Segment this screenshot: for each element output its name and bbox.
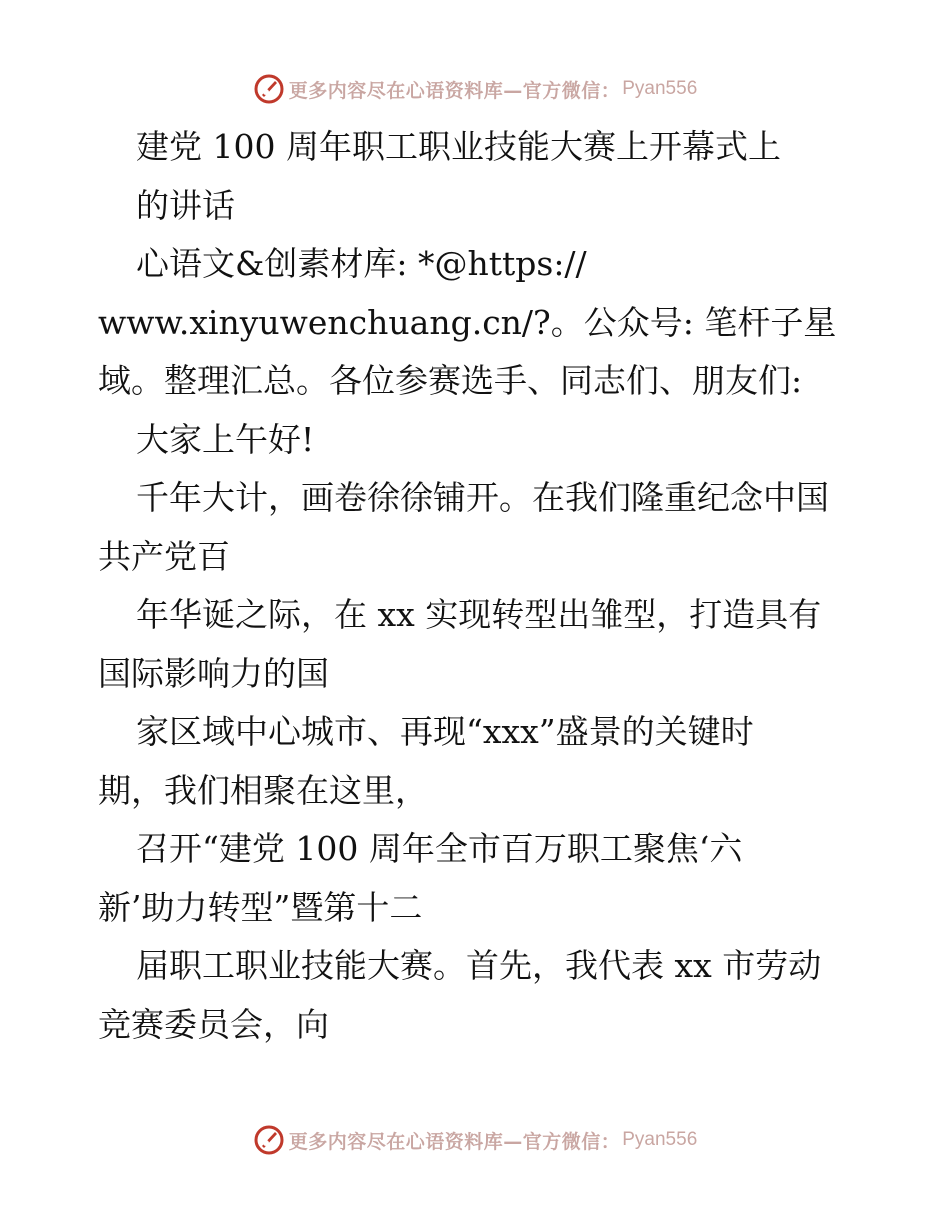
source-line: 心语文&创素材库: *@https:// <box>136 244 587 283</box>
greeting-line: 大家上午好! <box>136 419 315 459</box>
body-line: 年华诞之际，在 xx 实现转型出雏型，打造具有 <box>136 595 822 634</box>
body-line: 家区域中心城市、再现“xxx”盛景的关键时 <box>136 712 754 751</box>
footer-banner <box>0 1123 950 1157</box>
body-line: 届职工职业技能大赛。首先，我代表 xx 市劳动 <box>136 946 822 985</box>
body-line: 千年大计，画卷徐徐铺开。在我们隆重纪念中国 <box>136 478 829 517</box>
body-line: 国际影响力的国 <box>98 653 329 693</box>
title-line-2: 的讲话 <box>136 185 235 225</box>
quill-seal-icon <box>253 73 285 105</box>
body-line: 召开“建党 100 周年全市百万职工聚焦‘六 <box>136 829 743 868</box>
body-line: 共产党百 <box>98 536 230 576</box>
banner-wechat-id: Pyan556 <box>622 78 698 99</box>
title-line-1: 建党 100 周年职工职业技能大赛上开幕式上 <box>136 127 781 166</box>
body-line: 域。整理汇总。各位参赛选手、同志们、朋友们: <box>98 361 803 400</box>
body-line: 竞赛委员会，向 <box>98 1004 329 1044</box>
body-line: 新’助力转型”暨第十二 <box>98 887 423 927</box>
banner-wechat-id: Pyan556 <box>622 1129 698 1150</box>
body-line: www.xinyuwenchuang.cn/?。公众号: 笔杆子星 <box>98 302 837 342</box>
document-body <box>98 118 858 1054</box>
banner-text: 更多内容尽在心语资料库—官方微信： <box>288 79 621 102</box>
banner-text: 更多内容尽在心语资料库—官方微信： <box>288 1130 621 1153</box>
quill-seal-icon <box>253 1124 285 1156</box>
body-line: 期，我们相聚在这里， <box>98 770 428 810</box>
header-banner <box>0 72 950 106</box>
